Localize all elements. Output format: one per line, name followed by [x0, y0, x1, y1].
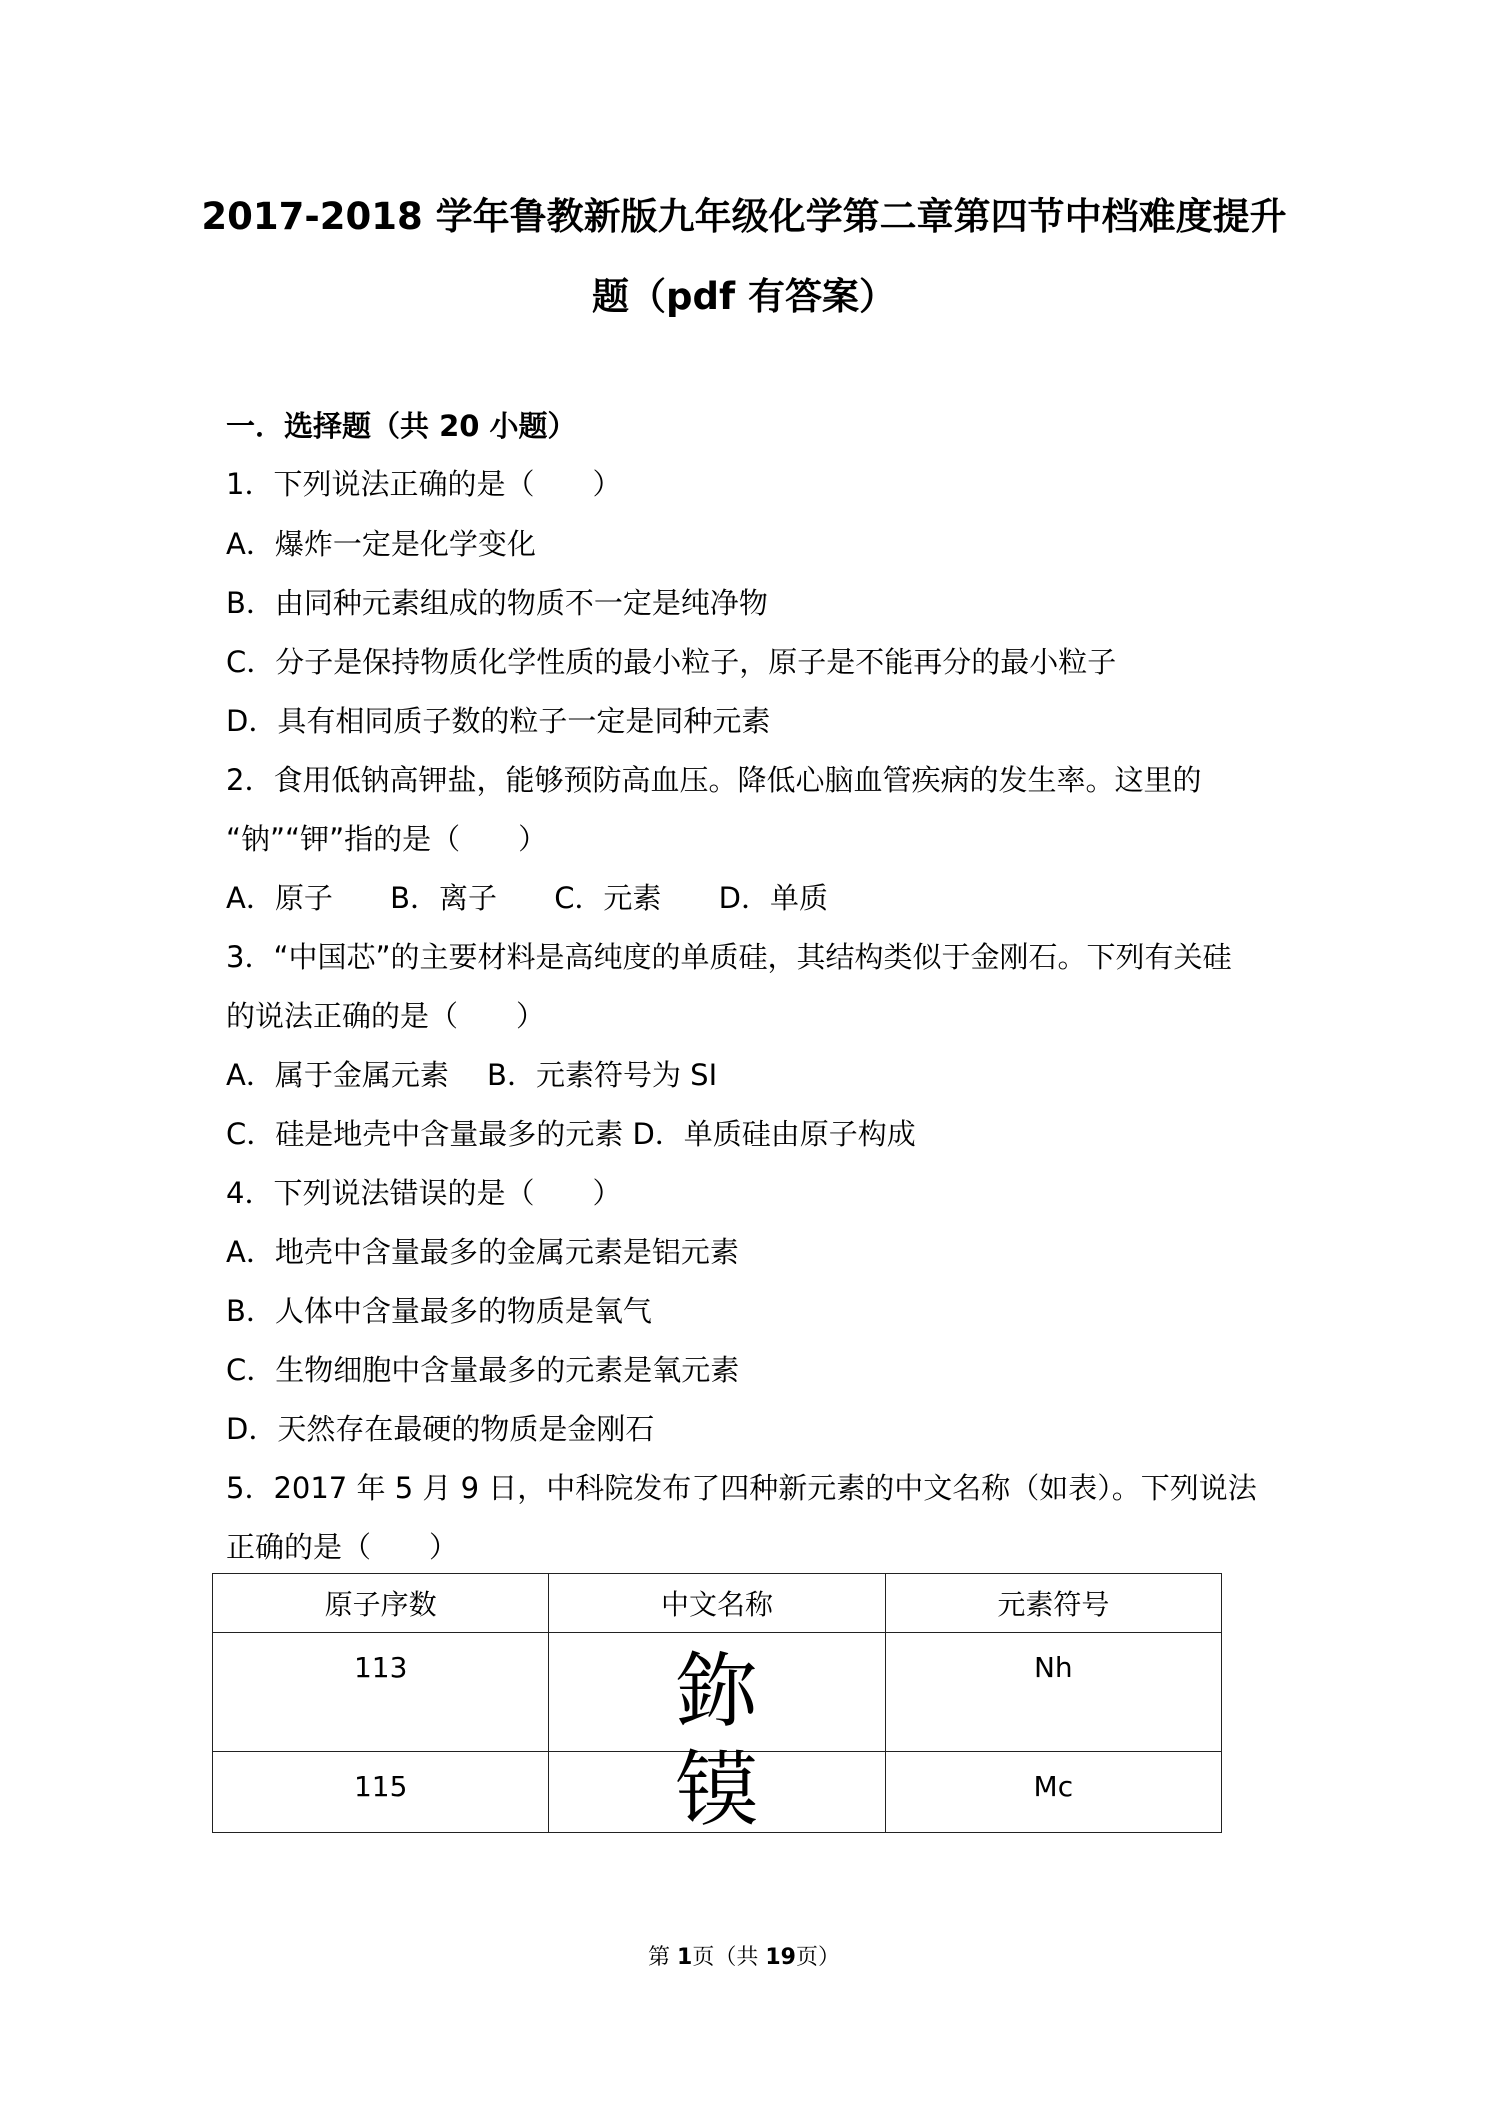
page-footer: [0, 1940, 1488, 1971]
element-symbol: Nh: [1033, 1651, 1073, 1684]
question-4-option-c: C．生物细胞中含量最多的元素是氧元素: [226, 1353, 740, 1387]
question-2-option-a: A．原子: [226, 881, 333, 915]
footer-prefix: 第: [648, 1945, 678, 1970]
document-title-line-1: 2017-2018 学年鲁教新版九年级化学第二章第四节中档难度提升: [201, 195, 1287, 238]
table-row: [213, 1633, 1222, 1752]
footer-suffix: 页）: [795, 1945, 840, 1970]
footer-page-number: 1: [677, 1945, 693, 1970]
table-header-cell: 中文名称: [549, 1574, 885, 1633]
question-3-options-row-1: A．属于金属元素 B．元素符号为 SI: [226, 1058, 718, 1092]
question-2-stem-line-2: “钠”“钾”指的是（ ）: [226, 822, 548, 856]
question-3-options-row-2: C．硅是地壳中含量最多的元素 D．单质硅由原子构成: [226, 1117, 916, 1151]
question-3-stem-line-1: 3．“中国芯”的主要材料是高纯度的单质硅，其结构类似于金刚石。下列有关硅: [226, 940, 1232, 974]
question-2-option-b: B．离子: [390, 881, 497, 915]
question-1-stem: 1．下列说法正确的是（ ）: [226, 467, 622, 501]
element-name-char: 镆: [675, 1743, 758, 1838]
atomic-number: 113: [353, 1651, 408, 1684]
question-4-stem: 4．下列说法错误的是（ ）: [226, 1176, 622, 1210]
section-heading: 一．选择题（共 20 小题）: [226, 409, 577, 443]
question-5-stem-line-2: 正确的是（ ）: [226, 1530, 459, 1564]
question-4-option-b: B．人体中含量最多的物质是氧气: [226, 1294, 652, 1328]
table-header-row: [213, 1574, 1222, 1633]
question-1-option-a: A．爆炸一定是化学变化: [226, 527, 536, 561]
element-symbol: Mc: [1033, 1770, 1074, 1803]
footer-total-pages: 19: [765, 1945, 796, 1970]
footer-middle: 页（共: [692, 1945, 766, 1970]
table-row: [213, 1752, 1222, 1833]
table-header-cell: 原子序数: [213, 1574, 549, 1633]
question-1-option-c: C．分子是保持物质化学性质的最小粒子，原子是不能再分的最小粒子: [226, 645, 1117, 679]
question-1-option-d: D．具有相同质子数的粒子一定是同种元素: [226, 704, 771, 738]
table-cell-number: [213, 1752, 549, 1833]
question-3-stem-line-2: 的说法正确的是（ ）: [226, 999, 546, 1033]
element-table: [212, 1573, 1222, 1838]
document-title-line-2: 题（pdf 有答案）: [592, 275, 896, 318]
question-4-option-d: D．天然存在最硬的物质是金刚石: [226, 1412, 655, 1446]
atomic-number: 115: [353, 1770, 408, 1803]
table-cell-name: [549, 1743, 885, 1838]
table-cell-number: [213, 1633, 549, 1752]
table-cell-symbol: [885, 1633, 1221, 1752]
question-2-option-c: C．元素: [554, 881, 662, 915]
question-2-options: [226, 881, 876, 915]
question-2-stem-line-1: 2．食用低钠高钾盐，能够预防高血压。降低心脑血管疾病的发生率。这里的: [226, 763, 1202, 797]
question-4-option-a: A．地壳中含量最多的金属元素是铝元素: [226, 1235, 739, 1269]
table-header-cell: 元素符号: [885, 1574, 1221, 1633]
element-name-char: 鉨: [675, 1644, 758, 1739]
table-cell-name: [549, 1633, 885, 1752]
question-2-option-d: D．单质: [718, 881, 828, 915]
question-5-stem-line-1: 5．2017 年 5 月 9 日，中科院发布了四种新元素的中文名称（如表）。下列说法: [226, 1471, 1257, 1505]
table-cell-symbol: [885, 1752, 1221, 1833]
question-1-option-b: B．由同种元素组成的物质不一定是纯净物: [226, 586, 768, 620]
